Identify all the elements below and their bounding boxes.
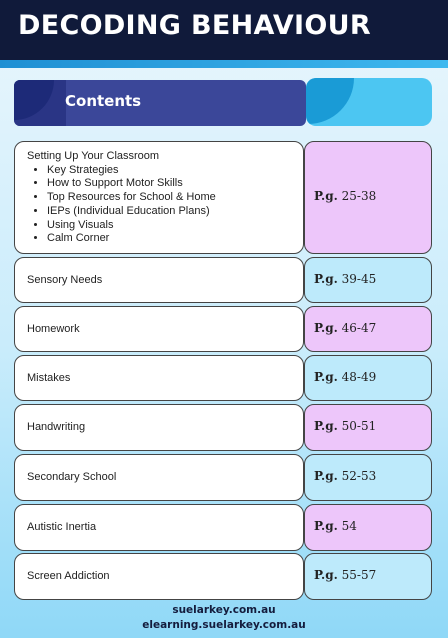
page-prefix: P.g. <box>314 419 338 433</box>
toc-bullet: • Key Strategies <box>47 164 216 178</box>
toc-page-cell <box>304 141 432 254</box>
toc-page-ref <box>314 189 376 203</box>
toc-row[interactable] <box>14 306 432 352</box>
toc-page-cell <box>304 454 432 501</box>
toc-row[interactable] <box>14 257 432 303</box>
toc-page-cell <box>304 306 432 352</box>
toc-row[interactable] <box>14 355 432 401</box>
toc-topic-cell <box>14 553 304 600</box>
toc-topic-cell <box>14 141 304 254</box>
toc-bullet: • Top Resources for School & Home <box>47 191 216 205</box>
toc-bullet: • IEPs (Individual Education Plans) <box>47 205 216 219</box>
page-prefix: P.g. <box>314 321 338 335</box>
toc-page-ref <box>314 370 376 384</box>
toc-page-ref <box>314 568 376 582</box>
page-range: 54 <box>341 519 357 533</box>
toc-bullet: • Using Visuals <box>47 219 216 233</box>
decorative-pill <box>306 78 432 126</box>
toc-bullet: • Calm Corner <box>47 232 216 246</box>
toc-bullet-list <box>27 164 216 246</box>
page-prefix: P.g. <box>314 370 338 384</box>
toc-topic-label: Mistakes <box>27 372 71 384</box>
toc-page-ref <box>314 321 376 335</box>
toc-topic-heading: Setting Up Your Classroom <box>27 150 160 162</box>
header-stripe <box>0 60 448 68</box>
toc-topic-cell <box>14 257 304 303</box>
page-range: 25-38 <box>341 189 377 203</box>
footer-elearning-link[interactable]: elearning.suelarkey.com.au <box>142 619 306 631</box>
toc-page-ref <box>314 519 357 533</box>
toc-topic-label: Secondary School <box>27 471 117 483</box>
page-range: 55-57 <box>341 568 377 582</box>
toc-topic-cell <box>14 504 304 551</box>
toc-bullet: • How to Support Motor Skills <box>47 177 216 191</box>
toc-page-ref <box>314 419 376 433</box>
toc-page-cell <box>304 553 432 600</box>
page-prefix: P.g. <box>314 568 338 582</box>
toc-topic-label: Sensory Needs <box>27 274 103 286</box>
page-prefix: P.g. <box>314 469 338 483</box>
toc-topic-cell <box>14 355 304 401</box>
toc-page-ref <box>314 469 376 483</box>
toc-page-cell <box>304 257 432 303</box>
toc-topic-cell <box>14 404 304 451</box>
page-range: 52-53 <box>341 469 377 483</box>
header-bar <box>0 0 448 60</box>
page-title: DECODING BEHAVIOUR <box>18 10 371 41</box>
toc-row[interactable] <box>14 404 432 451</box>
page-range: 39-45 <box>341 272 377 286</box>
toc-row[interactable] <box>14 454 432 501</box>
page-prefix: P.g. <box>314 519 338 533</box>
page-range: 46-47 <box>341 321 377 335</box>
toc-topic-block <box>27 150 216 246</box>
page-range: 48-49 <box>341 370 377 384</box>
toc-topic-label: Homework <box>27 323 80 335</box>
contents-heading: Contents <box>65 92 142 110</box>
toc-row-classroom[interactable] <box>14 141 432 254</box>
page-range: 50-51 <box>341 419 377 433</box>
toc-topic-cell <box>14 454 304 501</box>
footer-website-link[interactable]: suelarkey.com.au <box>172 604 276 616</box>
toc-page-cell <box>304 355 432 401</box>
contents-banner <box>14 80 306 126</box>
toc-row[interactable] <box>14 504 432 551</box>
toc-topic-label: Handwriting <box>27 421 86 433</box>
toc-page-cell <box>304 504 432 551</box>
toc-row[interactable] <box>14 553 432 600</box>
decorative-pill-accent <box>306 78 354 124</box>
page-prefix: P.g. <box>314 189 338 203</box>
page-prefix: P.g. <box>314 272 338 286</box>
toc-topic-label: Screen Addiction <box>27 570 110 582</box>
toc-topic-cell <box>14 306 304 352</box>
toc-page-ref <box>314 272 376 286</box>
toc-topic-label: Autistic Inertia <box>27 521 97 533</box>
toc-page-cell <box>304 404 432 451</box>
